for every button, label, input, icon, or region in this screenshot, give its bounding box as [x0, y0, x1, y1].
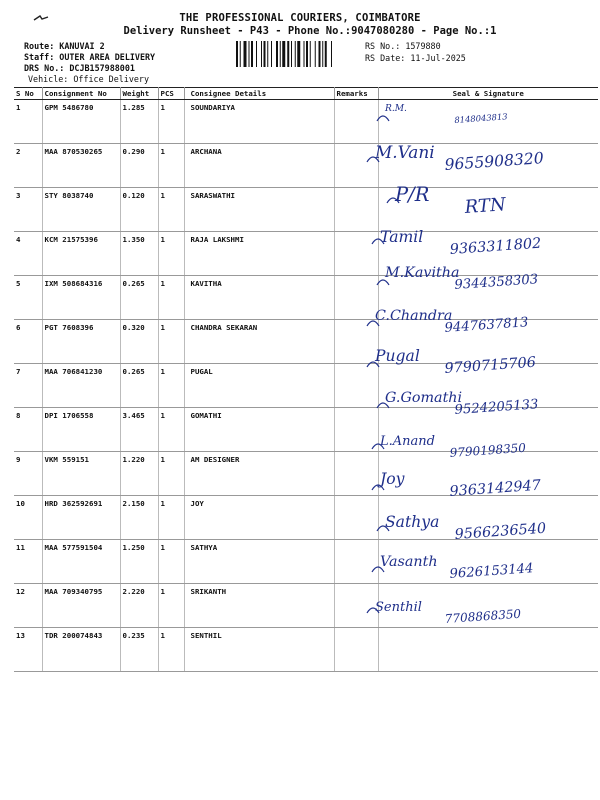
signature-phone: 9524205133: [454, 397, 539, 418]
col-header-weight: Weight: [120, 88, 158, 100]
table-row: [14, 628, 598, 672]
col-header-consignment: Consignment No: [42, 88, 120, 100]
row-consignee: AM DESIGNER: [184, 452, 334, 496]
row-weight: 2.150: [120, 496, 158, 540]
row-pcs: 1: [158, 408, 184, 452]
row-remarks: [334, 276, 378, 320]
row-weight: 1.350: [120, 232, 158, 276]
signature-name: M.Kavitha: [385, 265, 460, 281]
row-sno: 9: [14, 452, 42, 496]
runsheet-subtitle: Delivery Runsheet - P43 - Phone No.:9047080280 - Page No.:1: [123, 25, 497, 37]
row-pcs: 1: [158, 100, 184, 144]
table-row: [14, 452, 598, 496]
table-row: [14, 320, 598, 364]
row-consignment-no: PGT 7608396: [42, 320, 120, 364]
row-pcs: 1: [158, 232, 184, 276]
row-consignee: SRIKANTH: [184, 584, 334, 628]
row-seal-signature: [378, 540, 598, 584]
signature-phone: 9790198350: [449, 440, 527, 460]
row-weight: 1.220: [120, 452, 158, 496]
company-title: THE PROFESSIONAL COURIERS, COIMBATORE: [179, 12, 421, 24]
row-remarks: [334, 100, 378, 144]
row-consignee: RAJA LAKSHMI: [184, 232, 334, 276]
col-header-remarks: Remarks: [334, 88, 378, 100]
row-remarks: [334, 496, 378, 540]
row-remarks: [334, 452, 378, 496]
row-weight: 0.290: [120, 144, 158, 188]
row-seal-signature: [378, 496, 598, 540]
row-sno: 11: [14, 540, 42, 584]
row-sno: 3: [14, 188, 42, 232]
table-row: [14, 276, 598, 320]
row-consignment-no: MAA 870530265: [42, 144, 120, 188]
row-sno: 7: [14, 364, 42, 408]
signature-name: M.Vani: [375, 142, 435, 162]
row-consignment-no: MAA 709340795: [42, 584, 120, 628]
row-seal-signature: [378, 584, 598, 628]
row-consignment-no: MAA 577591504: [42, 540, 120, 584]
table-row: [14, 188, 598, 232]
row-sno: 6: [14, 320, 42, 364]
row-weight: 1.250: [120, 540, 158, 584]
row-consignee: SARASWATHI: [184, 188, 334, 232]
row-seal-signature: [378, 188, 598, 232]
row-consignment-no: KCM 21575396: [42, 232, 120, 276]
rs-date: RS Date: 11-Jul-2025: [365, 53, 466, 63]
row-pcs: 1: [158, 496, 184, 540]
row-pcs: 1: [158, 628, 184, 672]
signature-name: C.Chandra: [375, 308, 453, 324]
route-label: Route: KANUVAI 2: [24, 41, 105, 51]
table-row: [14, 584, 598, 628]
row-sno: 1: [14, 100, 42, 144]
signature-name: Senthil: [375, 600, 422, 615]
col-header-consignee: Consignee Details: [184, 88, 334, 100]
row-sno: 5: [14, 276, 42, 320]
signature-name: Joy: [380, 470, 405, 488]
signature-phone: 9655908320: [444, 149, 545, 174]
row-weight: 0.320: [120, 320, 158, 364]
row-pcs: 1: [158, 276, 184, 320]
row-remarks: [334, 320, 378, 364]
row-consignment-no: GPM 5486780: [42, 100, 120, 144]
row-consignment-no: HRD 362592691: [42, 496, 120, 540]
row-pcs: 1: [158, 320, 184, 364]
runsheet-table: [14, 87, 598, 672]
row-consignee: ARCHANA: [184, 144, 334, 188]
row-pcs: 1: [158, 584, 184, 628]
signature-phone: 9363311802: [449, 235, 542, 258]
signature-name: G.Gomathi: [385, 390, 463, 406]
row-pcs: 1: [158, 364, 184, 408]
row-consignment-no: DPI 1706558: [42, 408, 120, 452]
signature-phone: 9626153144: [449, 561, 534, 582]
row-seal-signature: [378, 232, 598, 276]
row-seal-signature: [378, 320, 598, 364]
row-consignment-no: VKM 559151: [42, 452, 120, 496]
row-sno: 12: [14, 584, 42, 628]
row-weight: 0.265: [120, 364, 158, 408]
barcode-icon: [236, 41, 360, 67]
row-consignee: PUGAL: [184, 364, 334, 408]
row-consignment-no: MAA 706841230: [42, 364, 120, 408]
signature-name: Tamil: [380, 228, 424, 246]
table-row: [14, 408, 598, 452]
row-pcs: 1: [158, 452, 184, 496]
row-consignee: GOMATHI: [184, 408, 334, 452]
signature-phone: 9344358303: [453, 272, 539, 293]
col-header-sno: S No: [14, 88, 42, 100]
table-row: [14, 496, 598, 540]
row-consignee: SATHYA: [184, 540, 334, 584]
row-seal-signature: [378, 408, 598, 452]
table-row: [14, 232, 598, 276]
row-weight: 3.465: [120, 408, 158, 452]
logo-mark-icon: [33, 14, 49, 22]
row-pcs: 1: [158, 144, 184, 188]
row-weight: 1.285: [120, 100, 158, 144]
signature-phone: 9363142947: [449, 477, 542, 500]
row-pcs: 1: [158, 188, 184, 232]
row-seal-signature: [378, 628, 598, 672]
row-sno: 2: [14, 144, 42, 188]
row-remarks: [334, 540, 378, 584]
row-remarks: [334, 232, 378, 276]
signature-name: Sathya: [385, 513, 440, 531]
row-consignee: JOY: [184, 496, 334, 540]
row-seal-signature: [378, 276, 598, 320]
signature-phone: 9790715706: [444, 354, 537, 377]
signature-phone: 9566236540: [454, 520, 547, 543]
row-weight: 0.235: [120, 628, 158, 672]
row-consignee: CHANDRA SEKARAN: [184, 320, 334, 364]
row-seal-signature: [378, 364, 598, 408]
row-consignment-no: IXM 508684316: [42, 276, 120, 320]
row-pcs: 1: [158, 540, 184, 584]
signature-name: R.M.: [385, 104, 407, 114]
row-sno: 10: [14, 496, 42, 540]
vehicle-label: Vehicle: Office Delivery: [28, 74, 150, 84]
table-header-row: [14, 88, 598, 100]
row-seal-signature: [378, 452, 598, 496]
row-remarks: [334, 188, 378, 232]
signature-name: Vasanth: [380, 554, 438, 570]
row-weight: 0.265: [120, 276, 158, 320]
row-remarks: [334, 628, 378, 672]
row-sno: 8: [14, 408, 42, 452]
row-remarks: [334, 584, 378, 628]
row-remarks: [334, 144, 378, 188]
row-consignment-no: TDR 200074843: [42, 628, 120, 672]
table-row: [14, 144, 598, 188]
row-consignee: SOUNDARIYA: [184, 100, 334, 144]
col-header-pcs: PCS: [158, 88, 184, 100]
drs-number: DRS No.: DCJB157988001: [24, 63, 135, 73]
signature-phone: 7708868350: [444, 606, 522, 626]
row-sno: 13: [14, 628, 42, 672]
signature-name: L.Anand: [380, 434, 435, 449]
row-seal-signature: [378, 144, 598, 188]
table-row: [14, 540, 598, 584]
col-header-seal: Seal & Signature: [378, 88, 598, 100]
signature-phone: 9447637813: [444, 315, 529, 336]
row-consignment-no: STY 8038740: [42, 188, 120, 232]
signature-phone: 8148043813: [454, 111, 508, 126]
table-row: [14, 100, 598, 144]
staff-label: Staff: OUTER AREA DELIVERY: [24, 52, 156, 62]
row-sno: 4: [14, 232, 42, 276]
signature-name: P/R: [395, 183, 430, 206]
row-remarks: [334, 364, 378, 408]
row-weight: 2.220: [120, 584, 158, 628]
row-remarks: [334, 408, 378, 452]
rs-number: RS No.: 1579880: [365, 41, 441, 51]
row-consignee: KAVITHA: [184, 276, 334, 320]
table-row: [14, 364, 598, 408]
row-weight: 0.120: [120, 188, 158, 232]
signature-phone: RTN: [464, 194, 507, 218]
row-seal-signature: [378, 100, 598, 144]
signature-name: Pugal: [375, 347, 420, 365]
row-consignee: SENTHIL: [184, 628, 334, 672]
